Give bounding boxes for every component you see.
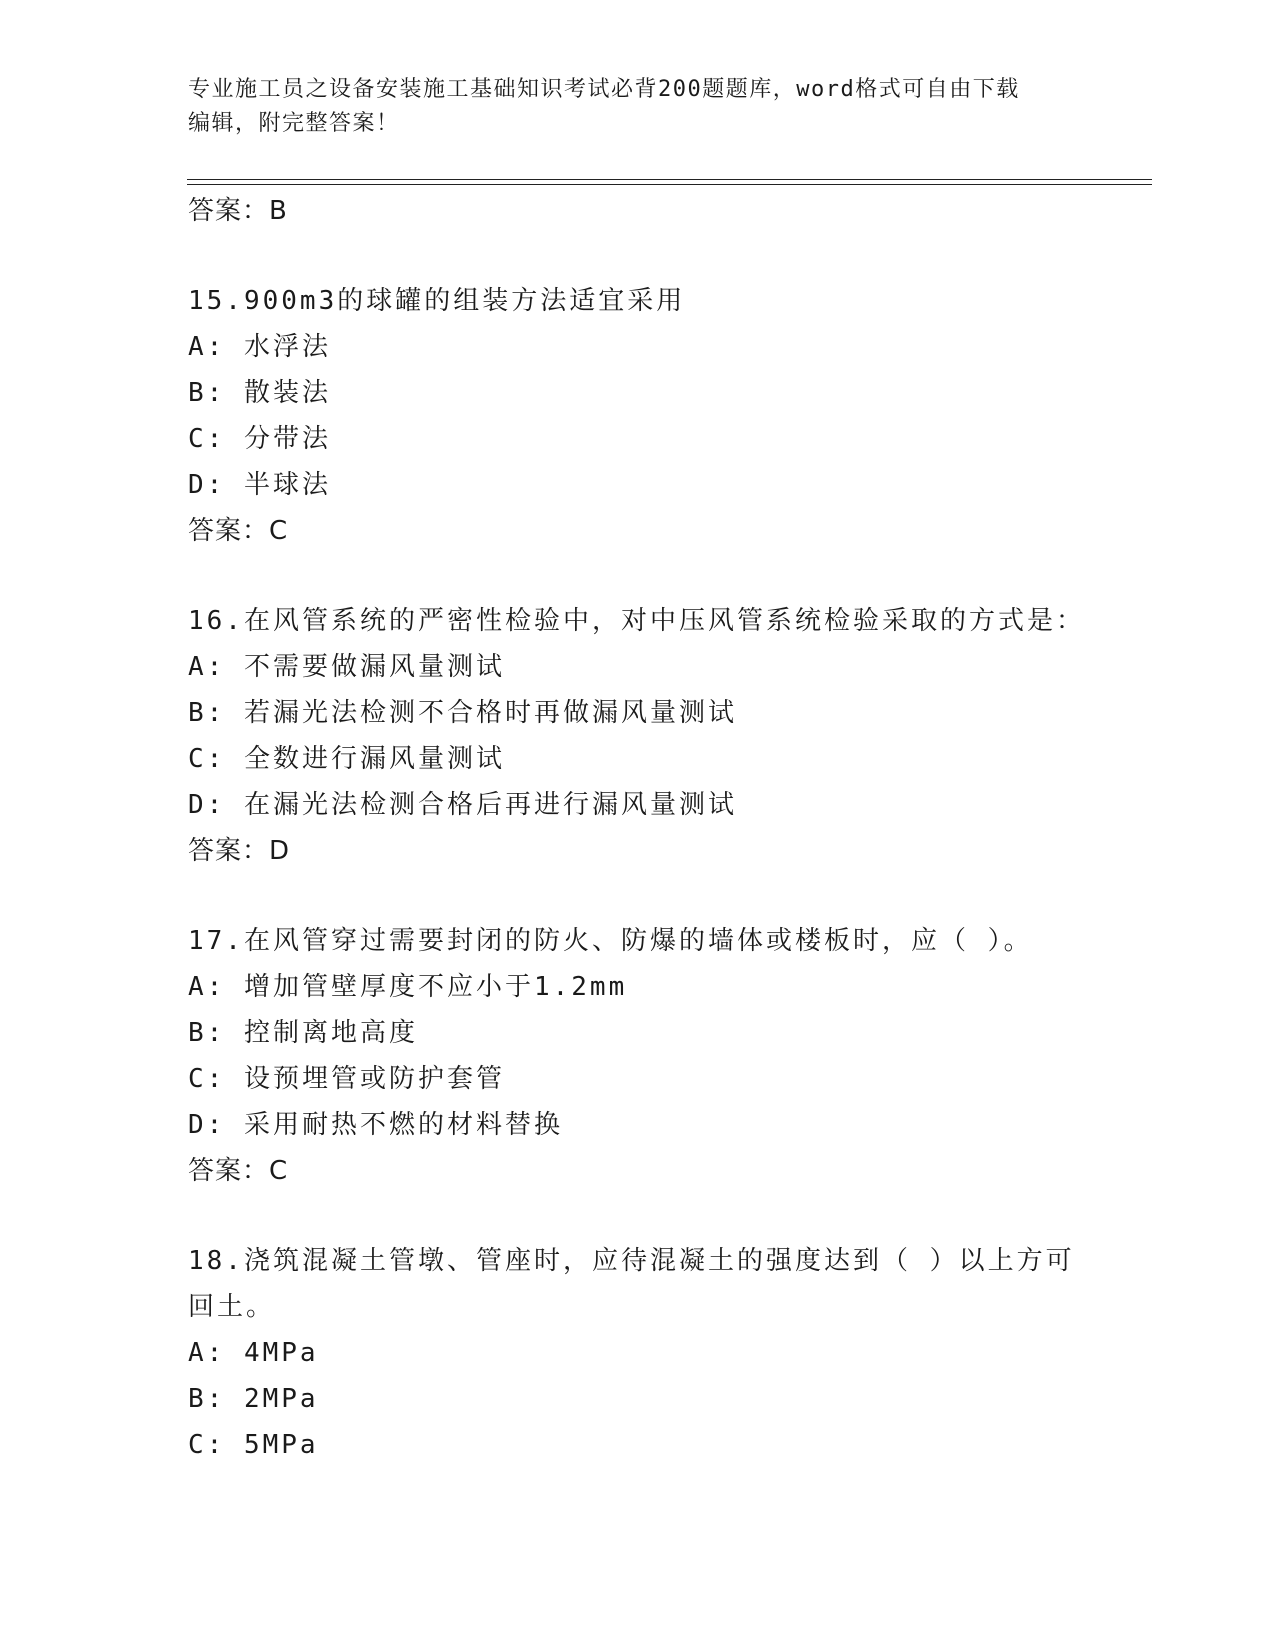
question-stem-line-1: 18.浇筑混凝土管墩、管座时，应待混凝土的强度达到（ ）以上方可 <box>188 1246 1075 1276</box>
header-divider-bottom <box>187 184 1152 185</box>
question-18 <box>188 1238 1088 1468</box>
question-stem: 16.在风管系统的严密性检验中，对中压风管系统检验采取的方式是： <box>188 606 1085 636</box>
answer-line: 答案：C <box>188 516 289 546</box>
header-divider-top <box>187 179 1152 180</box>
question-16 <box>188 598 1088 874</box>
question-stem: 17.在风管穿过需要封闭的防火、防爆的墙体或楼板时，应（ ）。 <box>188 926 1033 956</box>
option-b: B: 散装法 <box>188 378 331 408</box>
option-c: C: 分带法 <box>188 424 331 454</box>
option-d: D: 采用耐热不燃的材料替换 <box>188 1110 563 1140</box>
header-line-1: 专业施工员之设备安装施工基础知识考试必背200题题库，word格式可自由下载 <box>188 77 1020 102</box>
option-c: C: 全数进行漏风量测试 <box>188 744 505 774</box>
answer-line: 答案：D <box>188 836 291 866</box>
question-15 <box>188 278 1088 554</box>
option-b: B: 控制离地高度 <box>188 1018 418 1048</box>
option-d: D: 在漏光法检测合格后再进行漏风量测试 <box>188 790 737 820</box>
document-header <box>188 73 1088 141</box>
option-a: A: 增加管壁厚度不应小于1.2mm <box>188 972 628 1002</box>
header-line-2: 编辑，附完整答案！ <box>188 111 400 136</box>
option-c: C: 5MPa <box>188 1430 319 1460</box>
option-b: B: 2MPa <box>188 1384 319 1414</box>
question-list <box>188 188 1088 1468</box>
option-a: A: 4MPa <box>188 1338 319 1368</box>
option-d: D: 半球法 <box>188 470 331 500</box>
option-b: B: 若漏光法检测不合格时再做漏风量测试 <box>188 698 737 728</box>
option-a: A: 水浮法 <box>188 332 331 362</box>
answer-line: 答案：B <box>188 196 288 226</box>
question-stem: 15.900m3的球罐的组装方法适宜采用 <box>188 286 686 316</box>
option-c: C: 设预埋管或防护套管 <box>188 1064 505 1094</box>
question-17 <box>188 918 1088 1194</box>
question-stem-line-2: 回土。 <box>188 1292 276 1322</box>
answer-line: 答案：C <box>188 1156 289 1186</box>
option-a: A: 不需要做漏风量测试 <box>188 652 505 682</box>
